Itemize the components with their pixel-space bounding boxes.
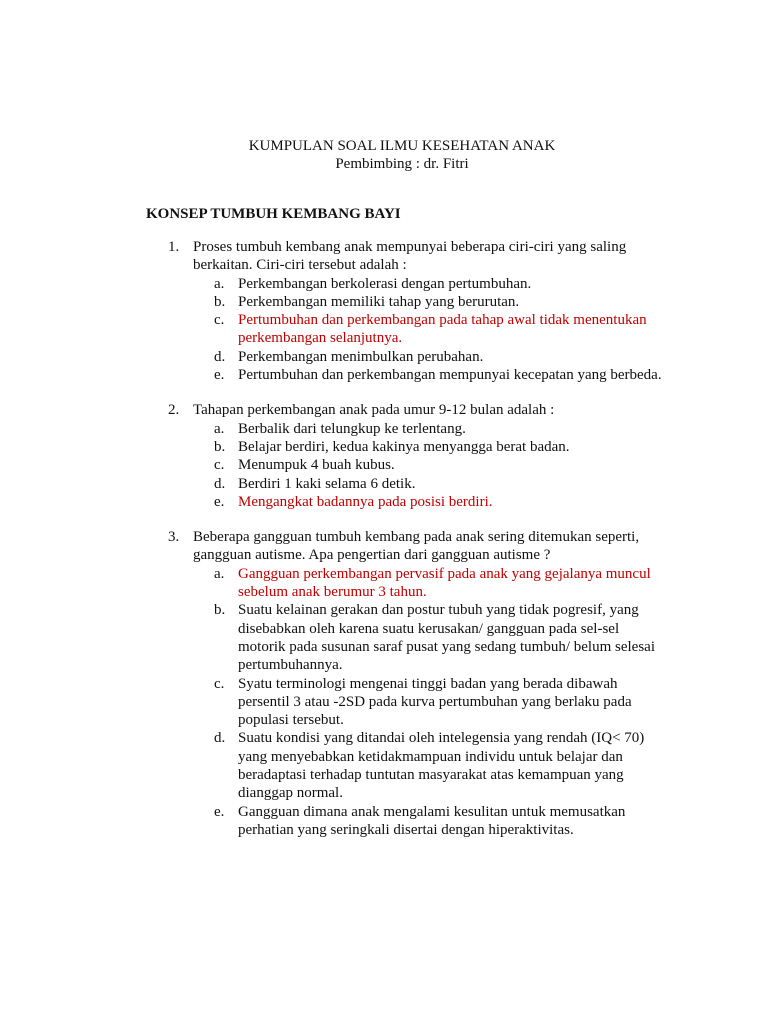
answer-option: [214, 366, 666, 384]
section-title: KONSEP TUMBUH KEMBANG BAYI: [146, 206, 401, 222]
answer-option: [214, 275, 666, 293]
option-letter: c.: [214, 312, 225, 329]
document-header: [0, 137, 768, 174]
option-letter: d.: [214, 475, 226, 492]
option-letter: a.: [214, 275, 225, 292]
answer-option: [214, 729, 666, 802]
option-text: Belajar berdiri, kedua kakinya menyangga berat badan.: [238, 438, 570, 455]
answer-option: [214, 601, 666, 674]
question-text: Beberapa gangguan tumbuh kembang pada anak sering ditemukan seperti, gangguan autisme. Apa pengertian dari gangguan autisme ?: [193, 529, 640, 564]
answer-option: [214, 438, 666, 456]
answer-options: [146, 565, 666, 839]
option-letter: e.: [214, 493, 225, 510]
question-item: [146, 528, 666, 839]
option-letter: c.: [214, 457, 225, 474]
option-text: Syatu terminologi mengenai tinggi badan yang berada dibawah persentil 3 atau -2SD pada kurva pertumbuhan yang berlaku pada populasi tersebut.: [238, 675, 632, 729]
answer-option-correct: [214, 311, 666, 348]
option-text: Pertumbuhan dan perkembangan pada tahap awal tidak menentukan perkembangan selanjutnya.: [238, 312, 647, 347]
answer-options: [146, 275, 666, 385]
answer-options: [146, 420, 666, 511]
answer-option: [214, 456, 666, 474]
option-text: Mengangkat badannya pada posisi berdiri.: [238, 493, 493, 510]
option-letter: e.: [214, 803, 225, 820]
question-number: 1.: [168, 239, 180, 255]
option-letter: b.: [214, 438, 226, 455]
option-letter: a.: [214, 420, 225, 437]
option-letter: b.: [214, 293, 226, 310]
document-subtitle: Pembimbing : dr. Fitri: [335, 156, 469, 173]
answer-option-correct: [214, 493, 666, 511]
answer-option: [214, 420, 666, 438]
question-text: Tahapan perkembangan anak pada umur 9-12 bulan adalah :: [193, 402, 555, 419]
document-title: KUMPULAN SOAL ILMU KESEHATAN ANAK: [248, 138, 556, 154]
question-item: [146, 238, 666, 384]
option-text: Suatu kondisi yang ditandai oleh intelegensia yang rendah (IQ< 70) yang menyebabkan ketidakmampuan individu untuk belajar dan beradaptasi terhadap tuntutan masyarakat atas kemampuan yang dianggap normal.: [238, 730, 645, 802]
option-text: Berdiri 1 kaki selama 6 detik.: [238, 475, 416, 492]
question-number: 2.: [168, 402, 180, 419]
option-letter: e.: [214, 367, 225, 384]
option-text: Menumpuk 4 buah kubus.: [238, 457, 395, 474]
answer-option: [214, 803, 666, 840]
option-text: Gangguan perkembangan pervasif pada anak yang gejalanya muncul sebelum anak berumur 3 tahun.: [238, 565, 651, 601]
option-letter: a.: [214, 565, 225, 582]
option-text: Perkembangan menimbulkan perubahan.: [238, 348, 484, 365]
answer-option: [214, 475, 666, 493]
option-text: Berbalik dari telungkup ke terlentang.: [238, 420, 466, 437]
answer-option: [214, 293, 666, 311]
answer-option-correct: [214, 565, 666, 602]
question-item: [146, 401, 666, 511]
question-list: [146, 238, 666, 856]
option-text: Perkembangan memiliki tahap yang berurutan.: [238, 293, 520, 310]
option-text: Suatu kelainan gerakan dan postur tubuh yang tidak pogresif, yang disebabkan oleh karena suatu kerusakan/ gangguan pada sel-sel motorik pada susunan saraf pusat yang sedang tumbuh/ belum selesai pertumbuhannya.: [238, 602, 655, 674]
option-text: Gangguan dimana anak mengalami kesulitan untuk memusatkan perhatian yang seringkali disertai dengan hiperaktivitas.: [238, 803, 626, 838]
question-number: 3.: [168, 529, 180, 546]
option-letter: d.: [214, 730, 226, 747]
answer-option: [214, 348, 666, 366]
option-letter: c.: [214, 675, 225, 692]
option-letter: b.: [214, 602, 226, 619]
question-text: Proses tumbuh kembang anak mempunyai beberapa ciri-ciri yang saling berkaitan. Ciri-ciri tersebut adalah :: [193, 239, 627, 274]
answer-option: [214, 675, 666, 730]
option-letter: d.: [214, 348, 226, 365]
option-text: Pertumbuhan dan perkembangan mempunyai kecepatan yang berbeda.: [238, 367, 662, 384]
option-text: Perkembangan berkolerasi dengan pertumbuhan.: [238, 275, 532, 292]
